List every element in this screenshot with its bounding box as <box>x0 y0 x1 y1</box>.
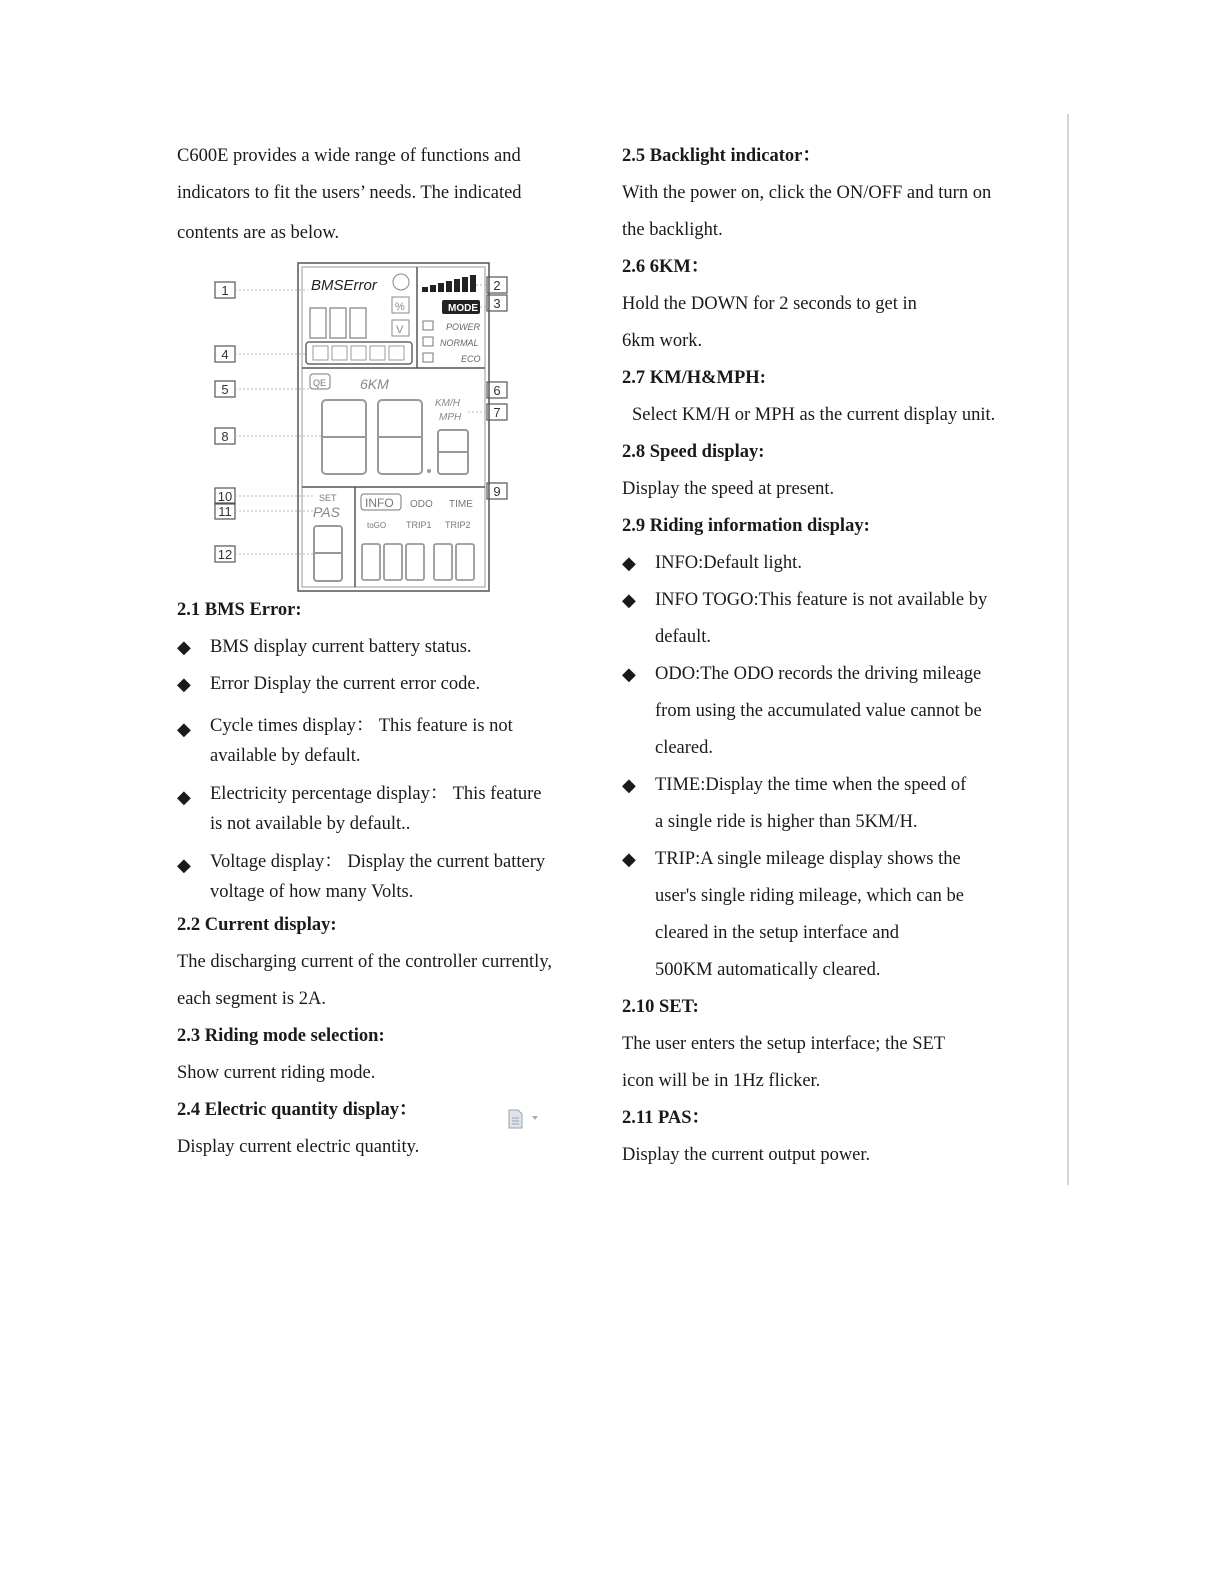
bullet-diamond: ◆ <box>622 775 636 795</box>
bullet-diamond: ◆ <box>177 855 191 875</box>
bullet-diamond: ◆ <box>177 637 191 657</box>
normal-label: NORMAL <box>440 338 479 348</box>
volt-label: V <box>396 324 404 336</box>
heading-2-4: 2.4 Electric quantity display： <box>177 1100 418 1120</box>
bullet-diamond: ◆ <box>622 553 636 573</box>
right-column <box>622 138 1022 1174</box>
set-line-2: icon will be in 1Hz flicker. <box>622 1071 821 1091</box>
percent-label: % <box>395 301 405 313</box>
pas-label: PAS <box>313 504 340 520</box>
lcd-diagram-area <box>177 252 577 592</box>
power-label: POWER <box>446 322 481 332</box>
mode-label: MODE <box>448 303 478 314</box>
callout-2: 2 <box>493 278 501 293</box>
callout-9: 9 <box>493 484 501 499</box>
current-line-2: each segment is 2A. <box>177 989 326 1009</box>
bullet-odo: ◆ ODO:The ODO records the driving mileage from using the accumulated value cannot be cleared. <box>622 656 1022 767</box>
heading-2-6: 2.6 6KM： <box>622 257 710 277</box>
lcd-display-diagram <box>210 258 520 598</box>
heading-2-3: 2.3 Riding mode selection: <box>177 1026 385 1046</box>
bullet-error: ◆ Error Display the current error code. <box>177 666 577 703</box>
bullet-cycle-times: ◆ Cycle times display： This feature is not available by default. <box>177 711 577 771</box>
bullet-voltage: ◆ Voltage display： Display the current battery voltage of how many Volts. <box>177 847 577 907</box>
bullet-diamond: ◆ <box>177 787 191 807</box>
qe-label: QE <box>313 378 327 388</box>
heading-2-10: 2.10 SET: <box>622 997 699 1017</box>
bullet-electricity-percentage: ◆ Electricity percentage display： This feature is not available by default.. <box>177 779 577 839</box>
kmh-label: KM/H <box>435 398 460 409</box>
set-label: SET <box>319 493 337 503</box>
intro-line-1: C600E provides a wide range of functions and <box>177 146 521 166</box>
callout-12: 12 <box>217 547 233 562</box>
electric-quantity-line: Display current electric quantity. <box>177 1137 420 1157</box>
mph-label: MPH <box>439 412 462 423</box>
riding-mode-line: Show current riding mode. <box>177 1063 376 1083</box>
callout-4: 4 <box>221 347 229 362</box>
six-km-label: 6KM <box>360 376 389 392</box>
current-line-1: The discharging current of the controller currently, <box>177 952 552 972</box>
speed-line: Display the speed at present. <box>622 479 835 499</box>
callout-1: 1 <box>221 283 229 298</box>
callout-8: 8 <box>221 429 229 444</box>
bullet-info-togo: ◆ INFO TOGO:This feature is not available by default. <box>622 582 1022 656</box>
bullet-diamond: ◆ <box>622 849 636 869</box>
intro-line-2: indicators to fit the users’ needs. The indicated <box>177 183 522 203</box>
left-column <box>177 138 577 1166</box>
heading-2-11: 2.11 PAS： <box>622 1108 711 1128</box>
trip1-label: TRIP1 <box>406 520 432 530</box>
heading-2-8: 2.8 Speed display: <box>622 442 765 462</box>
togo-label: toGO <box>367 521 387 530</box>
callout-10: 10 <box>217 489 233 504</box>
page-margin-rule <box>1067 114 1069 1185</box>
odo-label: ODO <box>410 499 433 510</box>
intro-line-3: contents are as below. <box>177 223 340 243</box>
heading-2-5: 2.5 Backlight indicator： <box>622 146 821 166</box>
heading-2-9: 2.9 Riding information display: <box>622 516 870 536</box>
set-line-1: The user enters the setup interface; the SET <box>622 1034 946 1054</box>
time-label: TIME <box>449 499 473 510</box>
callout-3: 3 <box>493 296 501 311</box>
heading-2-7: 2.7 KM/H&MPH: <box>622 368 766 388</box>
info-label: INFO <box>365 496 394 510</box>
kmh-mph-line: Select KM/H or MPH as the current display unit. <box>632 405 996 425</box>
callout-6: 6 <box>493 383 501 398</box>
bullet-diamond: ◆ <box>177 719 191 739</box>
bullet-diamond: ◆ <box>622 590 636 610</box>
bullet-diamond: ◆ <box>177 674 191 694</box>
backlight-line-1: With the power on, click the ON/OFF and turn on <box>622 183 992 203</box>
heading-2-2: 2.2 Current display: <box>177 915 337 935</box>
bullet-trip: ◆ TRIP:A single mileage display shows the user's single riding mileage, which can be cleared in the setup interface and 500KM automatically cleared. <box>622 841 1022 989</box>
eco-label: ECO <box>461 354 481 364</box>
bullet-diamond: ◆ <box>622 664 636 684</box>
heading-2-1: 2.1 BMS Error: <box>177 600 302 620</box>
bullet-bms: ◆ BMS display current battery status. <box>177 629 577 666</box>
backlight-line-2: the backlight. <box>622 220 723 240</box>
trip2-label: TRIP2 <box>445 520 471 530</box>
callout-11: 11 <box>218 504 232 519</box>
six-km-line-1: Hold the DOWN for 2 seconds to get in <box>622 294 917 314</box>
callout-7: 7 <box>493 405 501 420</box>
bms-error-label: BMSError <box>311 277 377 294</box>
callout-5: 5 <box>221 382 229 397</box>
bullet-time: ◆ TIME:Display the time when the speed of a single ride is higher than 5KM/H. <box>622 767 1022 841</box>
six-km-line-2: 6km work. <box>622 331 703 351</box>
bullet-info: ◆ INFO:Default light. <box>622 545 1022 582</box>
pas-line: Display the current output power. <box>622 1145 871 1165</box>
paste-options-icon[interactable] <box>507 1108 541 1130</box>
